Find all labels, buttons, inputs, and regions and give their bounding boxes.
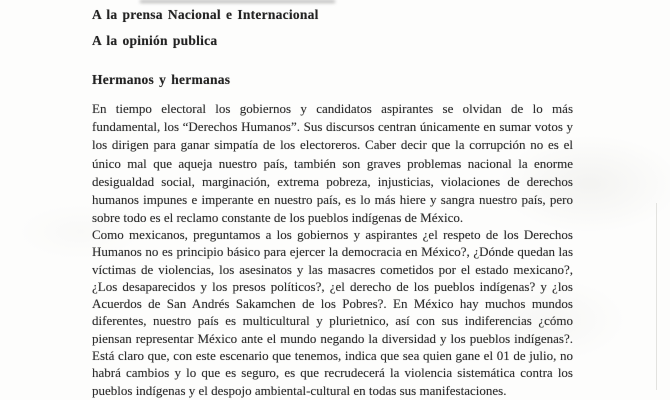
scan-artifact-top-smudge xyxy=(140,0,335,3)
address-line-public-opinion: A la opinión publica xyxy=(92,33,218,48)
address-line-press: A la prensa Nacional e Internacional xyxy=(92,7,319,22)
text-line: Acuerdos de San Andrés Sakamchen de los Pobres?. En México hay muchos mundos xyxy=(92,296,573,312)
scan-artifact-right-edge xyxy=(656,203,657,390)
body-paragraph-2 xyxy=(92,226,573,399)
text-line: Está claro que, con este escenario que tenemos, indica que sea quien gane el 01 de julio, no xyxy=(92,348,573,364)
text-line: habrá cambios y lo que es seguro, es que recrudecerá la violencia sistemática contra los xyxy=(92,365,573,381)
text-line: sobre todo es el reclamo constante de los pueblos indígenas de México. xyxy=(92,210,464,226)
text-line: desigualdad social, marginación, extrema pobreza, injusticias, violaciones de derechos xyxy=(92,173,573,189)
text-line: humanos impunes e imperante en nuestro país, es lo más hiere y sangra nuestro país, pero xyxy=(92,192,573,208)
text-line: ¿Los desaparecidos y los presos políticos?, ¿el derecho de los pueblos indígenas? y ¿los xyxy=(92,278,573,294)
text-line: En tiempo electoral los gobiernos y candidatos aspirantes se olvidan de lo más xyxy=(92,101,573,116)
text-line: fundamental, los “Derechos Humanos”. Sus discursos centran únicamente en sumar votos y xyxy=(92,119,573,135)
text-line: único mal que aqueja nuestro país, también son graves problemas nacional la enorme xyxy=(92,155,573,171)
text-line: Humanos no es principio básico para ejercer la democracia en México?, ¿Dónde quedan las xyxy=(92,244,573,260)
text-line: víctimas de violencias, los asesinatos y las masacres cometidos por el estado mexicano?, xyxy=(92,261,573,277)
text-line: Como mexicanos, preguntamos a los gobiernos y aspirantes ¿el respeto de los Derechos xyxy=(92,227,573,242)
text-line: pueblos indígenas y el despojo ambiental-cultural en todas sus manifestaciones. xyxy=(92,382,507,398)
salutation-line: Hermanos y hermanas xyxy=(92,72,231,87)
body-paragraph-1 xyxy=(92,100,573,227)
text-line: piensan representar México ante el mundo negando la diversidad y los pueblos indígenas?. xyxy=(92,330,573,346)
text-line: los dirigen para ganar simpatía de los electoreros. Caber decir que la corrupción no es el xyxy=(92,137,573,153)
text-line: diferentes, nuestro país es multicultural y plurietnico, así con sus indiferencias ¿cómo xyxy=(92,313,573,329)
